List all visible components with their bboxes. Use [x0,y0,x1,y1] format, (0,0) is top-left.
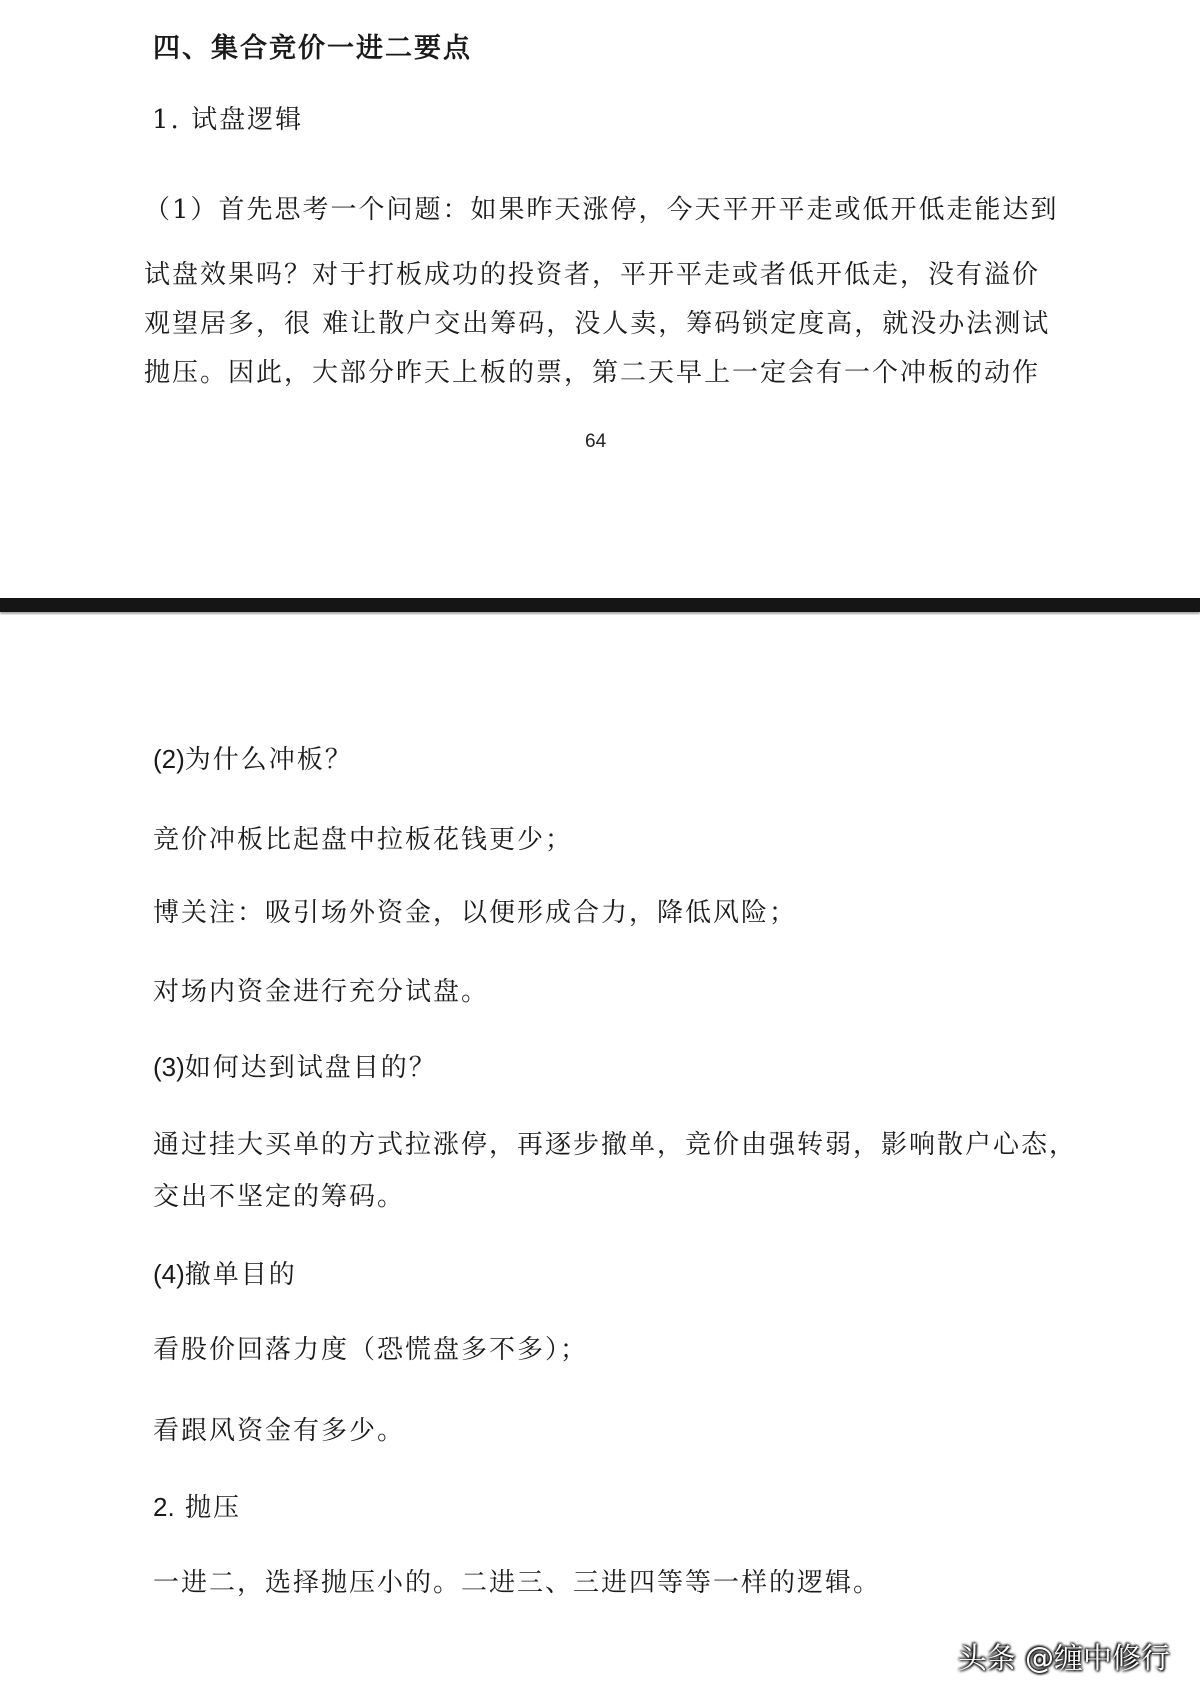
list-line: 看股价回落力度（恐慌盘多不多）； [153,1335,589,1365]
list-line: 竞价冲板比起盘中拉板花钱更少； [153,825,574,855]
subheading-text: 抛压 [184,1493,241,1523]
question-number: (3) [153,1052,185,1082]
question-text: 为什么冲板？ [184,745,353,775]
subheading-number: 2. [153,1492,175,1522]
list-line: 一进二，选择抛压小的。二进三、三进四等等一样的逻辑。 [153,1568,882,1598]
source-watermark: 头条 @缠中修行 [957,1641,1170,1675]
paragraph-line: （1）首先思考一个问题：如果昨天涨停，今天平开平走或低开低走能达到 [144,195,1059,225]
question-number: (2) [153,744,185,774]
question-number: (4) [153,1259,185,1289]
question-text: 如何达到试盘目的？ [184,1053,437,1083]
list-line: 看跟风资金有多少。 [153,1416,406,1446]
paragraph-line: 观望居多，很 难让散户交出筹码，没人卖，筹码锁定度高，就没办法测试 [144,309,1051,339]
list-line: 交出不坚定的筹码。 [153,1182,406,1212]
page-break-divider [0,598,1200,612]
list-line: 通过挂大买单的方式拉涨停，再逐步撤单，竞价由强转弱，影响散户心态， [153,1130,1078,1160]
subheading-selling-pressure [153,1490,241,1525]
question-heading-4 [153,1257,297,1292]
document-page-top [0,0,1200,598]
paragraph-line: 抛压。因此，大部分昨天上板的票，第二天早上一定会有一个冲板的动作 [144,358,1041,388]
paragraph-line: 试盘效果吗？对于打板成功的投资者，平开平走或者低开低走，没有溢价 [144,260,1041,290]
question-heading-2 [153,742,353,777]
list-line: 博关注：吸引场外资金，以便形成合力，降低风险； [153,898,798,928]
subheading-trial-logic: 1. 试盘逻辑 [152,105,304,135]
question-heading-3 [153,1050,437,1085]
section-heading: 四、集合竞价一进二要点 [153,33,472,64]
list-line: 对场内资金进行充分试盘。 [153,977,490,1007]
page-number: 64 [585,431,607,452]
question-text: 撤单目的 [184,1260,297,1290]
